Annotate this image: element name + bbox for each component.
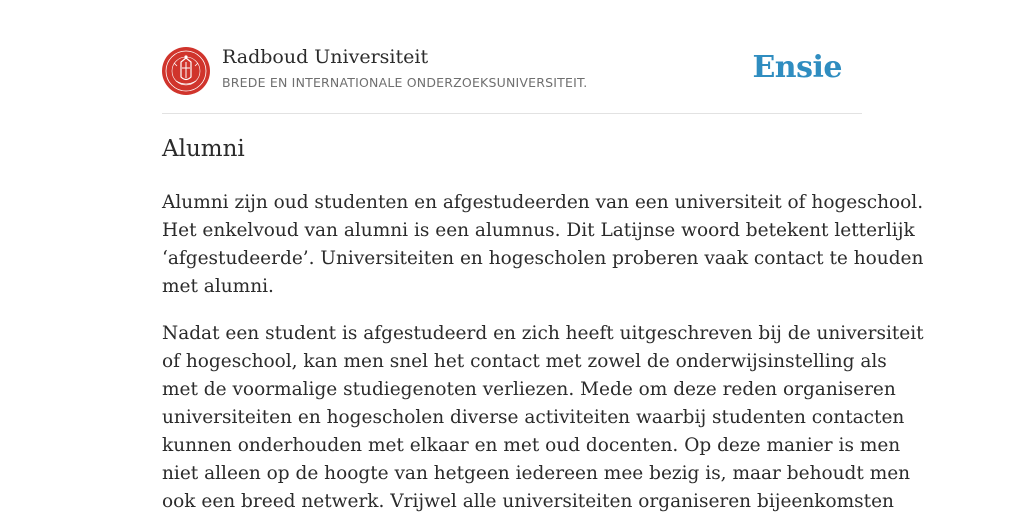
text-line: Het enkelvoud van alumni is een alumnus. Dit Latijnse woord betekent letterlijk — [162, 220, 915, 241]
page-title: Alumni — [162, 136, 245, 162]
org-name[interactable]: Radboud Universiteit — [222, 46, 429, 68]
article-body — [162, 189, 924, 512]
text-line: met de voormalige studiegenoten verliezen. Mede om deze reden organiseren — [162, 379, 896, 400]
header-divider — [162, 113, 862, 114]
text-line: ‘afgestudeerde’. Universiteiten en hogescholen proberen vaak contact te houden — [162, 248, 924, 269]
text-line: ook een breed netwerk. Vrijwel alle universiteiten organiseren bijeenkomsten — [162, 491, 894, 512]
text-line: niet alleen op de hoogte van hetgeen iedereen mee bezig is, maar behoudt men — [162, 463, 911, 484]
text-line: met alumni. — [162, 276, 274, 297]
text-line: universiteiten en hogescholen diverse activiteiten waarbij studenten contacten — [162, 407, 905, 428]
text-line: kunnen onderhouden met elkaar en met oud docenten. Op deze manier is men — [162, 435, 901, 456]
paragraph — [162, 189, 924, 301]
header — [162, 46, 862, 96]
radboud-seal-icon[interactable] — [162, 47, 210, 95]
text-line: Alumni zijn oud studenten en afgestudeerden van een universiteit of hogeschool. — [162, 192, 924, 213]
org-tagline: BREDE EN INTERNATIONALE ONDERZOEKSUNIVERSITEIT. — [222, 75, 588, 90]
paragraph — [162, 320, 924, 512]
text-line: Nadat een student is afgestudeerd en zich heeft uitgeschreven bij de universiteit — [162, 323, 924, 344]
text-line: of hogeschool, kan men snel het contact met zowel de onderwijsinstelling als — [162, 351, 887, 372]
ensie-logo-link[interactable]: Ensie — [752, 50, 842, 85]
